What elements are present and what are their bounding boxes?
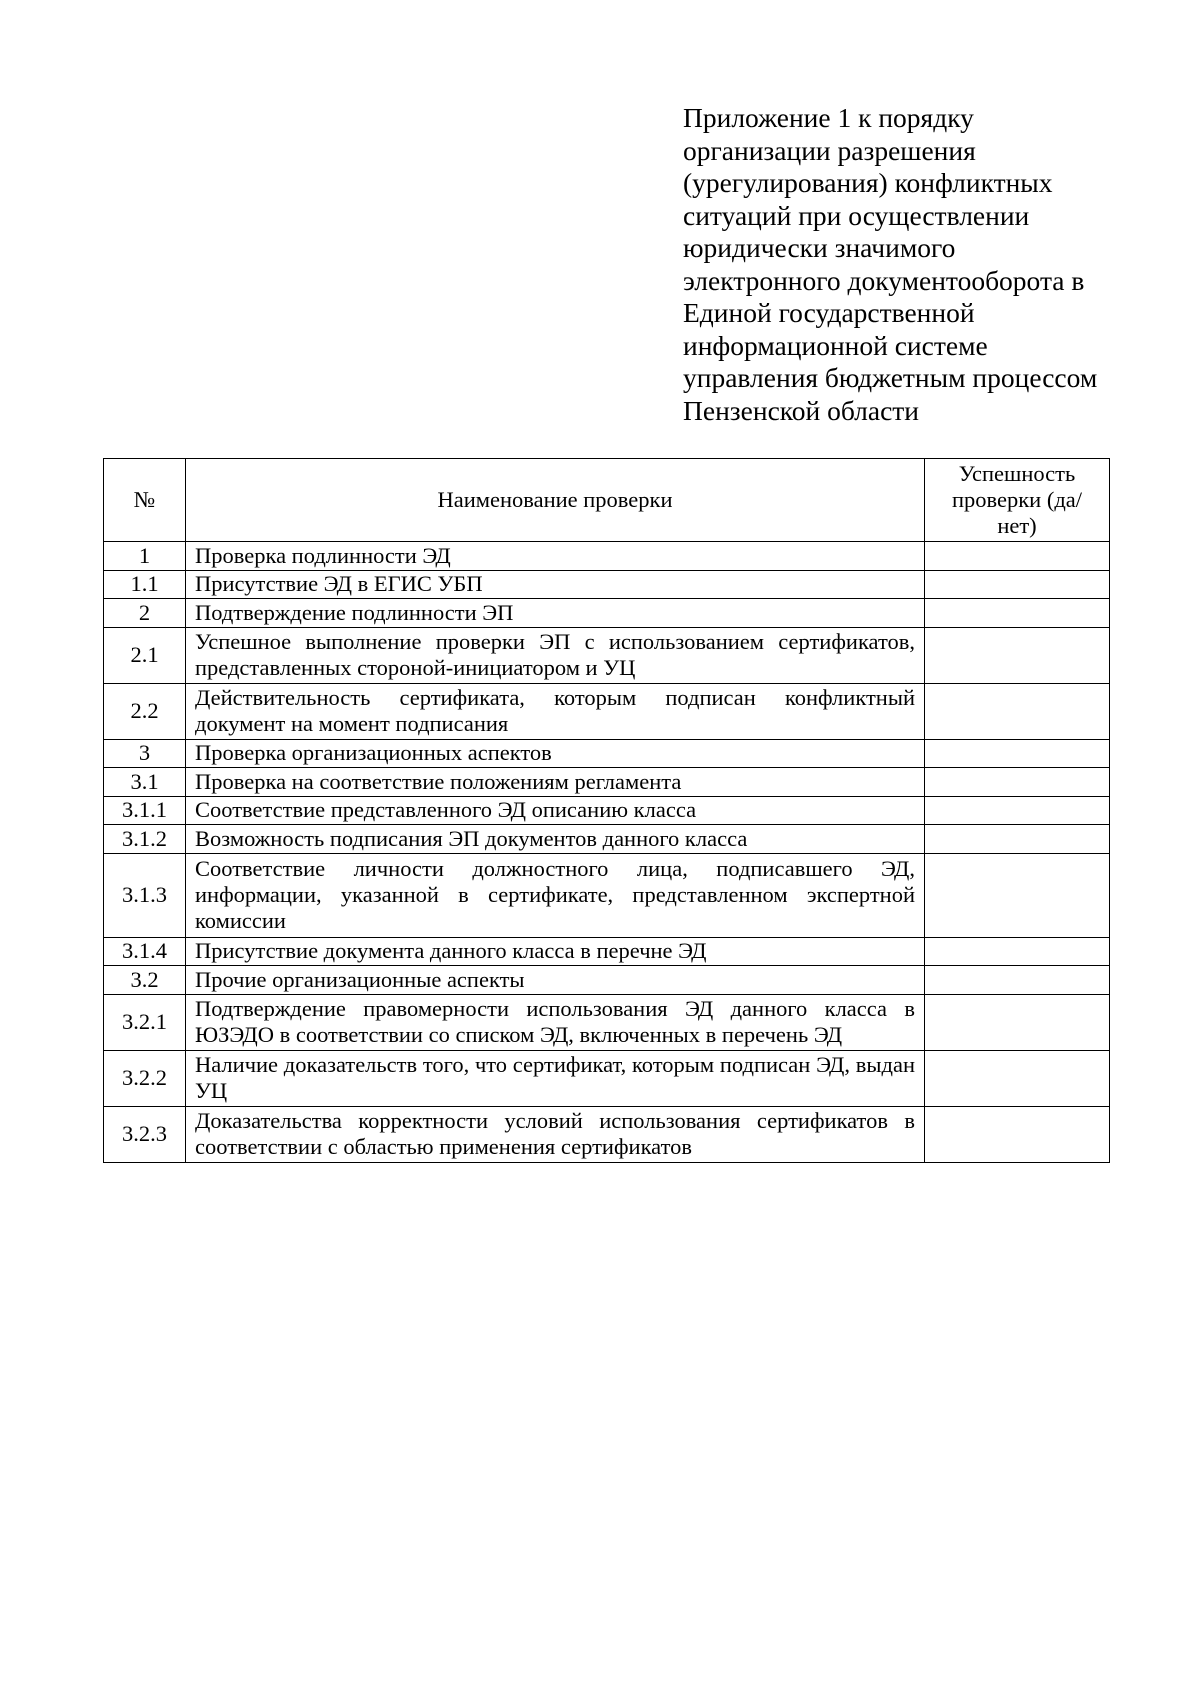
appendix-line: управления бюджетным процессом [683, 362, 1098, 393]
header-number: № [104, 459, 186, 542]
row-result-cell[interactable] [925, 599, 1110, 628]
row-result-cell[interactable] [925, 853, 1110, 937]
row-result-cell[interactable] [925, 627, 1110, 683]
appendix-heading [683, 102, 1153, 427]
row-number: 3 [104, 739, 186, 768]
row-check-name: Проверка на соответствие положениям регламента [186, 768, 925, 797]
row-check-name: Подтверждение правомерности использования ЭД данного класса в ЮЗЭДО в соответствии со списком ЭД, включенных в перечень ЭД [186, 994, 925, 1050]
table-row [104, 627, 1110, 683]
table-header-row [104, 459, 1110, 542]
row-result-cell[interactable] [925, 937, 1110, 966]
row-result-cell[interactable] [925, 1106, 1110, 1162]
row-number: 3.1.3 [104, 853, 186, 937]
row-number: 1.1 [104, 570, 186, 599]
row-result-cell[interactable] [925, 542, 1110, 571]
row-number: 2 [104, 599, 186, 628]
row-number: 3.2.2 [104, 1050, 186, 1106]
table-row [104, 570, 1110, 599]
row-check-name: Присутствие документа данного класса в перечне ЭД [186, 937, 925, 966]
table-row [104, 937, 1110, 966]
appendix-line: Пензенской области [683, 394, 920, 426]
table-row [104, 542, 1110, 571]
table-row [104, 1050, 1110, 1106]
table-row [104, 1106, 1110, 1162]
table-row [104, 768, 1110, 797]
row-check-name: Возможность подписания ЭП документов данного класса [186, 825, 925, 854]
row-check-name: Присутствие ЭД в ЕГИС УБП [186, 570, 925, 599]
row-number: 3.1 [104, 768, 186, 797]
row-number: 2.1 [104, 627, 186, 683]
table-row [104, 739, 1110, 768]
row-check-name: Прочие организационные аспекты [186, 966, 925, 995]
row-check-name: Успешное выполнение проверки ЭП с использованием сертификатов, представленных стороной-инициатором и УЦ [186, 627, 925, 683]
row-number: 3.1.1 [104, 796, 186, 825]
row-number: 3.2 [104, 966, 186, 995]
table-row [104, 599, 1110, 628]
row-result-cell[interactable] [925, 683, 1110, 739]
row-check-name: Соответствие представленного ЭД описанию класса [186, 796, 925, 825]
row-result-cell[interactable] [925, 796, 1110, 825]
row-number: 3.1.4 [104, 937, 186, 966]
appendix-line: организации разрешения [683, 134, 976, 166]
row-number: 3.1.2 [104, 825, 186, 854]
table-row [104, 853, 1110, 937]
row-result-cell[interactable] [925, 739, 1110, 768]
appendix-line: информационной системе [683, 329, 988, 361]
appendix-line: Приложение 1 к порядку [683, 102, 974, 133]
row-check-name: Проверка организационных аспектов [186, 739, 925, 768]
row-check-name: Подтверждение подлинности ЭП [186, 599, 925, 628]
row-check-name: Соответствие личности должностного лица, подписавшего ЭД, информации, указанной в сертификате, представленном экспертной комиссии [186, 853, 925, 937]
row-result-cell[interactable] [925, 825, 1110, 854]
row-result-cell[interactable] [925, 1050, 1110, 1106]
row-check-name: Наличие доказательств того, что сертификат, которым подписан ЭД, выдан УЦ [186, 1050, 925, 1106]
row-result-cell[interactable] [925, 570, 1110, 599]
header-check-name: Наименование проверки [186, 459, 925, 542]
appendix-line: (урегулирования) конфликтных [683, 167, 1053, 198]
row-check-name: Действительность сертификата, которым подписан конфликтный документ на момент подписания [186, 683, 925, 739]
table-row [104, 825, 1110, 854]
row-number: 1 [104, 542, 186, 571]
table-row [104, 683, 1110, 739]
table-row [104, 966, 1110, 995]
row-result-cell[interactable] [925, 966, 1110, 995]
row-number: 3.2.1 [104, 994, 186, 1050]
table-row [104, 796, 1110, 825]
row-result-cell[interactable] [925, 768, 1110, 797]
appendix-line: Единой государственной [683, 297, 975, 328]
appendix-line: электронного документооборота в [683, 264, 1085, 296]
checks-table [103, 458, 1110, 1163]
row-check-name: Доказательства корректности условий использования сертификатов в соответствии с областью применения сертификатов [186, 1106, 925, 1162]
appendix-line: юридически значимого [683, 232, 956, 263]
row-number: 2.2 [104, 683, 186, 739]
header-result: Успешность проверки (да/нет) [925, 459, 1110, 542]
table-row [104, 994, 1110, 1050]
row-check-name: Проверка подлинности ЭД [186, 542, 925, 571]
appendix-line: ситуаций при осуществлении [683, 199, 1030, 231]
row-result-cell[interactable] [925, 994, 1110, 1050]
row-number: 3.2.3 [104, 1106, 186, 1162]
